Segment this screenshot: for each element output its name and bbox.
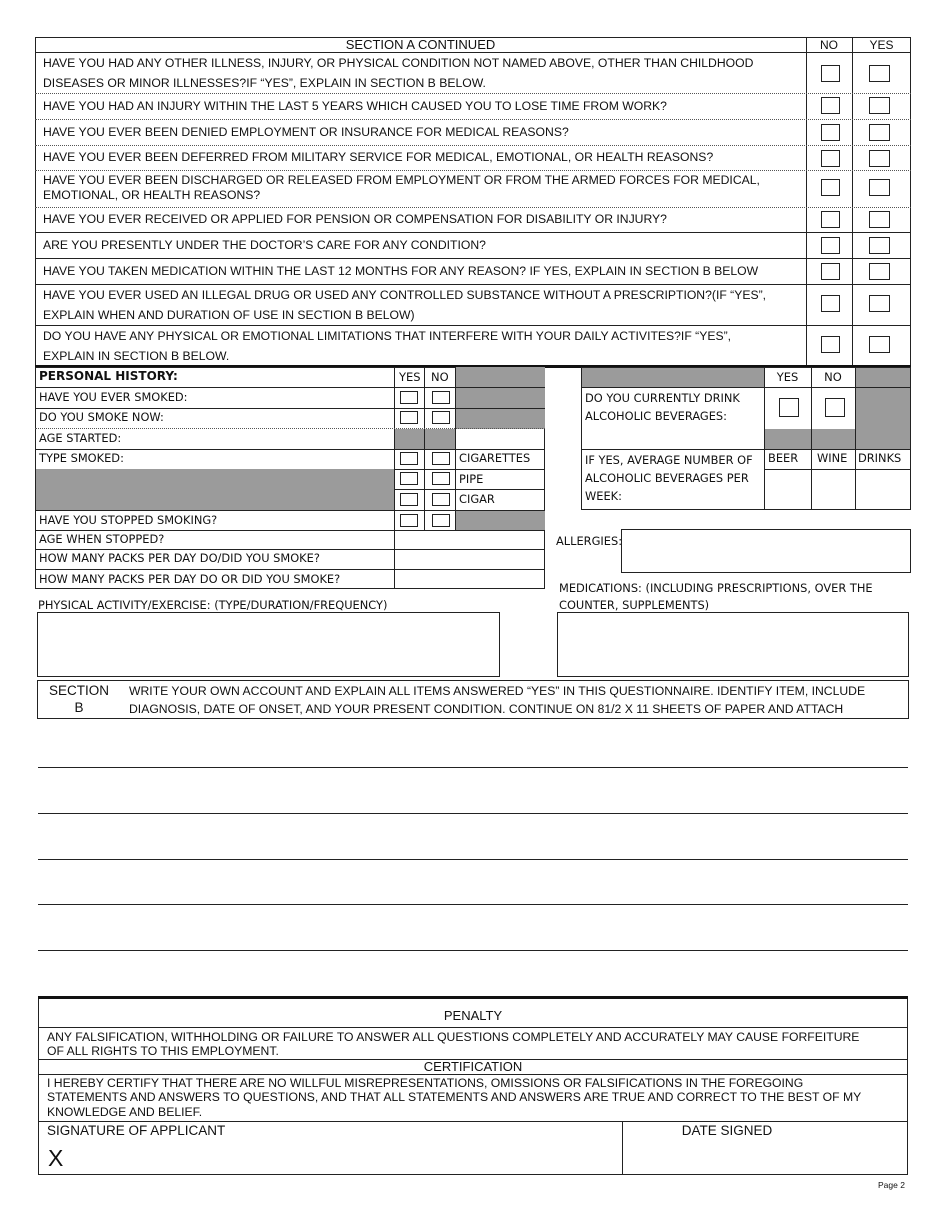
certification-title: CERTIFICATION [423,1059,523,1074]
explanation-line[interactable] [38,813,908,814]
type-cigar-label: CIGAR [459,492,495,506]
question-denied-employment: HAVE YOU EVER BEEN DENIED EMPLOYMENT OR INSURANCE FOR MEDICAL REASONS? [43,125,569,139]
type-smoked-label: TYPE SMOKED: [39,451,124,465]
personal-history-header: PERSONAL HISTORY: [39,369,178,383]
yes-checkbox-doctor-care[interactable] [869,237,890,254]
no-checkbox-pension[interactable] [821,211,840,228]
explanation-line[interactable] [38,859,908,860]
cigarettes-no-checkbox[interactable] [432,452,450,465]
question-military-deferral: HAVE YOU EVER BEEN DEFERRED FROM MILITARY SERVICE FOR MEDICAL, EMOTIONAL, OR HEALTH REASONS? [43,150,714,164]
physical-activity-label: PHYSICAL ACTIVITY/EXERCISE: (TYPE/DURATION/FREQUENCY) [38,598,388,612]
no-checkbox-limitations[interactable] [821,336,840,353]
question-illegal-drug: HAVE YOU EVER USED AN ILLEGAL DRUG OR USED ANY CONTROLLED SUBSTANCE WITHOUT A PRESCRIPTION?(IF “YES”, EXPLAIN WHEN AND DURATION OF USE IN SECTION B BELOW) [43,288,767,322]
alcohol-yes-header: YES [776,370,799,384]
yes-checkbox-military-deferral[interactable] [869,150,890,167]
cigar-no-checkbox[interactable] [432,493,450,506]
explanation-line[interactable] [38,767,908,768]
wine-column-header: WINE [817,451,848,465]
smoke-now-label: DO YOU SMOKE NOW: [39,410,164,424]
explanation-line[interactable] [38,904,908,905]
question-pension: HAVE YOU EVER RECEIVED OR APPLIED FOR PENSION OR COMPENSATION FOR DISABILITY OR INJURY? [43,212,667,226]
stopped-smoking-label: HAVE YOU STOPPED SMOKING? [39,513,218,527]
smoke-now-yes-checkbox[interactable] [400,411,418,424]
date-signed-label: DATE SIGNED [681,1123,773,1138]
yes-checkbox-pension[interactable] [869,211,890,228]
ph-yes-header: YES [399,370,421,384]
question-limitations: DO YOU HAVE ANY PHYSICAL OR EMOTIONAL LIMITATIONS THAT INTERFERE WITH YOUR DAILY ACTIVITES?IF “YES”, EXPLAIN IN SECTION B BELOW. [43,329,732,363]
cigar-yes-checkbox[interactable] [400,493,418,506]
drinks-column-header: DRINKS [858,451,902,465]
stopped-smoking-yes-checkbox[interactable] [400,514,418,527]
signature-x-mark: X [48,1145,64,1171]
no-checkbox-denied-employment[interactable] [821,124,840,141]
ph-no-header: NO [431,370,449,384]
yes-checkbox-medication[interactable] [869,263,890,280]
yes-checkbox-illegal-drug[interactable] [869,295,890,312]
ever-smoked-label: HAVE YOU EVER SMOKED: [39,390,188,404]
penalty-text: ANY FALSIFICATION, WITHHOLDING OR FAILURE TO ANSWER ALL QUESTIONS COMPLETELY AND ACCURATELY MAY CAUSE FORFEITURE OF ALL RIGHTS TO THIS EMPLOYMENT. [47,1030,860,1058]
beer-count-field[interactable] [766,472,809,507]
stopped-smoking-no-checkbox[interactable] [432,514,450,527]
yes-checkbox-denied-employment[interactable] [869,124,890,141]
no-checkbox-other-illness[interactable] [821,65,840,82]
allergies-label: ALLERGIES: [556,534,623,548]
average-beverages-label: IF YES, AVERAGE NUMBER OF ALCOHOLIC BEVERAGES PER WEEK: [585,453,753,503]
question-other-illness: HAVE YOU HAD ANY OTHER ILLNESS, INJURY, OR PHYSICAL CONDITION NOT NAMED ABOVE, OTHER THAN CHILDHOOD DISEASES OR MINOR ILLNESSES?IF “YES”, EXPLAIN IN SECTION B BELOW. [43,56,754,90]
date-signed-field[interactable] [625,1142,905,1173]
signature-field[interactable] [40,1140,620,1174]
section-a-title: SECTION A CONTINUED [345,37,496,52]
packs-per-day-value-1[interactable] [397,551,543,567]
signature-label: SIGNATURE OF APPLICANT [47,1123,226,1138]
wine-count-field[interactable] [813,472,853,507]
no-checkbox-military-deferral[interactable] [821,150,840,167]
age-stopped-value[interactable] [397,532,543,548]
packs-per-day-label-2: HOW MANY PACKS PER DAY DO OR DID YOU SMOKE? [39,572,341,586]
section-b-header [37,680,909,719]
question-injury-lost-time: HAVE YOU HAD AN INJURY WITHIN THE LAST 5 YEARS WHICH CAUSED YOU TO LOSE TIME FROM WORK? [43,99,667,113]
type-pipe-label: PIPE [459,472,484,486]
medications-label: MEDICATIONS: (INCLUDING PRESCRIPTIONS, OVER THE COUNTER, SUPPLEMENTS) [559,581,873,612]
ever-smoked-yes-checkbox[interactable] [400,391,418,404]
yes-checkbox-discharged[interactable] [869,179,890,196]
age-stopped-label: AGE WHEN STOPPED? [39,532,165,546]
no-checkbox-illegal-drug[interactable] [821,295,840,312]
question-medication: HAVE YOU TAKEN MEDICATION WITHIN THE LAST 12 MONTHS FOR ANY REASON? IF YES, EXPLAIN IN SECTION B BELOW [43,264,759,278]
no-column-header: NO [820,38,838,52]
drinks-count-field[interactable] [857,472,909,507]
age-started-value[interactable] [458,431,542,447]
no-checkbox-doctor-care[interactable] [821,237,840,254]
alcohol-no-header: NO [824,370,842,384]
no-checkbox-injury-lost-time[interactable] [821,97,840,114]
no-checkbox-medication[interactable] [821,263,840,280]
drink-alcohol-no-checkbox[interactable] [825,398,845,417]
pipe-no-checkbox[interactable] [432,472,450,485]
allergies-field[interactable] [621,529,911,573]
page-number: Page 2 [878,1180,905,1190]
question-doctor-care: ARE YOU PRESENTLY UNDER THE DOCTOR’S CARE FOR ANY CONDITION? [43,238,486,252]
no-checkbox-discharged[interactable] [821,179,840,196]
smoke-now-no-checkbox[interactable] [432,411,450,424]
section-b-instructions: WRITE YOUR OWN ACCOUNT AND EXPLAIN ALL ITEMS ANSWERED “YES” IN THIS QUESTIONNAIRE. IDENTIFY ITEM, INCLUDE DIAGNOSIS, DATE OF ONSET, AND YOUR PRESENT CONDITION. CONTINUE ON 81/2 X 11 SHEETS OF PAPER AND ATTACH [129,684,866,716]
yes-checkbox-injury-lost-time[interactable] [869,97,890,114]
certification-text: I HEREBY CERTIFY THAT THERE ARE NO WILLFUL MISREPRESENTATIONS, OMISSIONS OR FALSIFICATIONS IN THE FOREGOING STATEMENTS AND ANSWERS TO QUESTIONS, AND THAT ALL STATEMENTS AND ANSWERS ARE TRUE AND CORRECT TO THE BEST OF MY KNOWLEDGE AND BELIEF. [47,1076,862,1119]
yes-checkbox-other-illness[interactable] [869,65,890,82]
pipe-yes-checkbox[interactable] [400,472,418,485]
packs-per-day-value-2[interactable] [397,572,543,588]
section-b-label: SECTION B [48,683,109,715]
beer-column-header: BEER [768,451,799,465]
question-discharged: HAVE YOU EVER BEEN DISCHARGED OR RELEASED FROM EMPLOYMENT OR FROM THE ARMED FORCES FOR MEDICAL, EMOTIONAL, OR HEALTH REASONS? [43,173,760,202]
yes-column-header: YES [869,38,894,52]
yes-checkbox-limitations[interactable] [869,336,890,353]
type-cigarettes-label: CIGARETTES [459,451,531,465]
explanation-line[interactable] [38,950,908,951]
medications-field[interactable] [557,612,909,677]
physical-activity-field[interactable] [37,612,500,677]
drink-alcohol-question: DO YOU CURRENTLY DRINK ALCOHOLIC BEVERAGES: [585,391,740,423]
drink-alcohol-yes-checkbox[interactable] [779,398,799,417]
ever-smoked-no-checkbox[interactable] [432,391,450,404]
age-started-label: AGE STARTED: [39,431,122,445]
packs-per-day-label-1: HOW MANY PACKS PER DAY DO/DID YOU SMOKE? [39,551,320,565]
cigarettes-yes-checkbox[interactable] [400,452,418,465]
penalty-title: PENALTY [443,1008,503,1023]
